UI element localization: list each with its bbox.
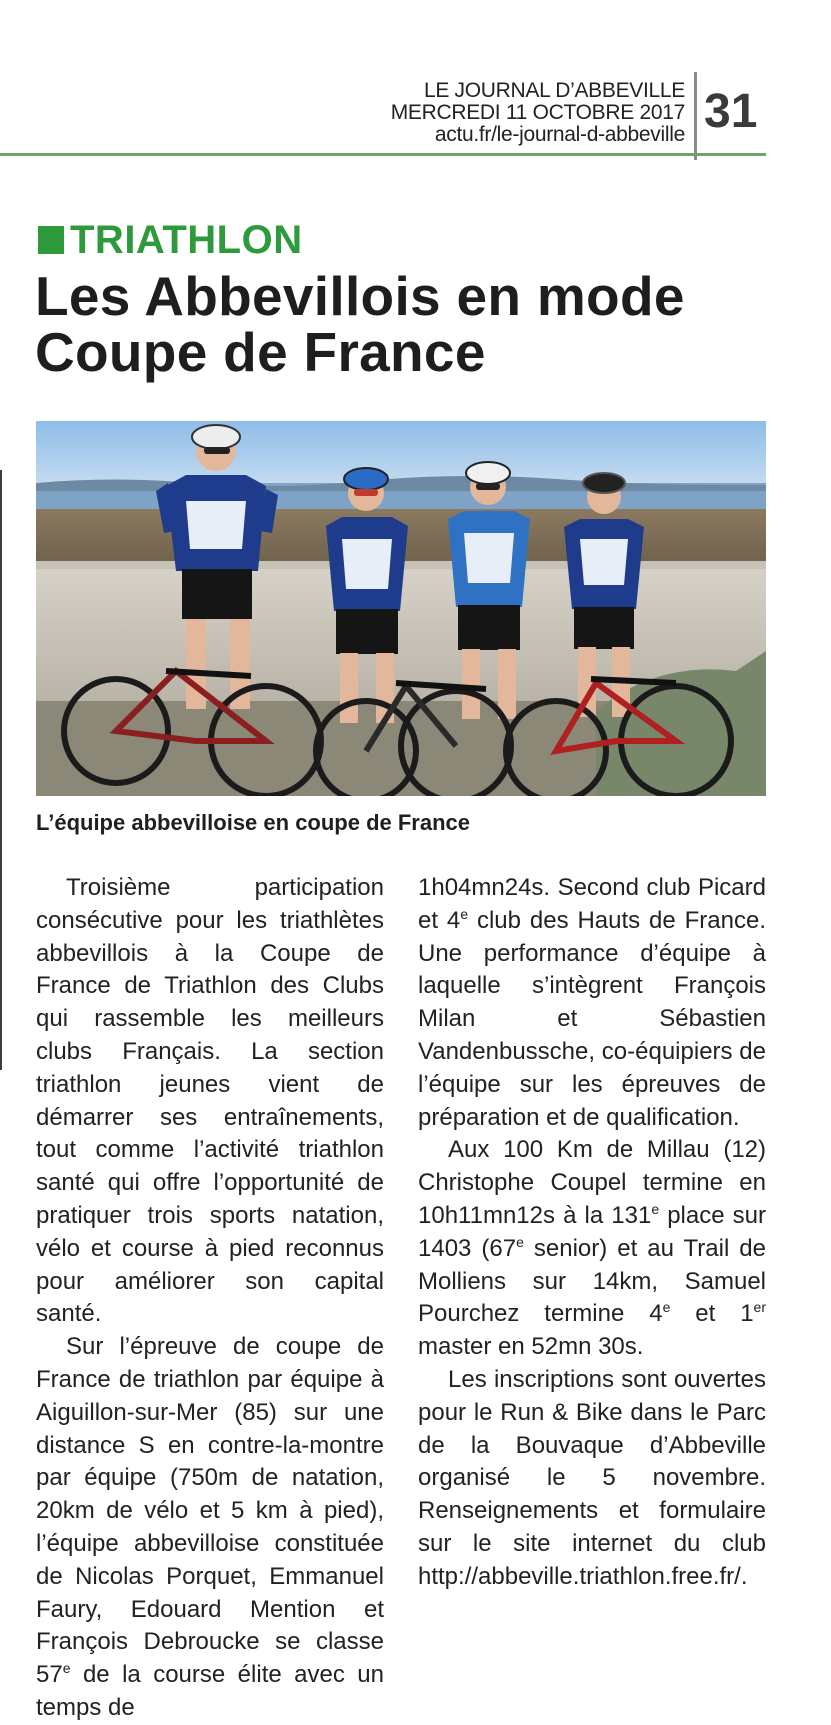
team-cyclists-photo (36, 421, 766, 796)
kicker-label: TRIATHLON (70, 218, 303, 262)
publication-name: LE JOURNAL D’ABBEVILLE (423, 79, 685, 102)
section-kicker (38, 218, 303, 262)
page-edge-rule (0, 470, 2, 1070)
superscript: e (651, 1200, 660, 1217)
paragraph-4: Les inscriptions sont ouvertes pour le Run & Bike dans le Parc de la Bouvaque d’Abbeville organisé le 5 novembre. Renseignements et formulaire sur le site internet du club http://abbeville.triathlon.free.fr/. (418, 1365, 766, 1590)
publication-date: MERCREDI 11 OCTOBRE 2017 (390, 101, 685, 124)
article-column-left (36, 872, 384, 1725)
header-info (391, 80, 685, 146)
superscript: e (662, 1299, 671, 1316)
superscript: e (516, 1233, 524, 1250)
photo-illustration (36, 421, 766, 796)
paragraph-2-continued (418, 872, 766, 1134)
paragraph-2-text-a: Sur l’épreuve de coupe de France de triathlon par équipe à Aiguillon-sur-Mer (85) sur une distance S en contre-la-montre par équipe (750m de natation, 20km de vélo et 5 km à pied), l’équipe abbevilloise constituée de Nicolas Porquet, Emmanuel Faury, Edouard Mention et François Debroucke se classe 57 (36, 1333, 384, 1689)
photo-caption: L’équipe abbevilloise en coupe de France (36, 810, 471, 835)
paragraph-3-text-c: senior) et au Trail de Molliens sur 14km, Samuel Pourchez termine 4 (418, 1234, 767, 1328)
paragraph-3-text-e: master en 52mn 30s. (418, 1333, 644, 1361)
superscript: er (753, 1299, 766, 1316)
paragraph-2-text-d: club des Hauts de France. Une performance d’équipe à laquelle s’intègrent François Milan et Sébastien Vandenbussche, co-équipiers de l’équipe sur les épreuves de préparation et de qualification. (418, 906, 766, 1131)
superscript: e (62, 1660, 71, 1677)
paragraph-2-text-c: 1h04mn24s. Second club Picard et 4 (418, 874, 766, 934)
paragraph-3 (418, 1134, 766, 1364)
publication-url[interactable]: actu.fr/le-journal-d-abbeville (434, 123, 685, 146)
header-divider (694, 72, 697, 160)
paragraph-1: Troisième participation consécutive pour les triathlètes abbevillois à la Coupe de France de Triathlon des Clubs qui rassemble les meilleurs clubs Français. La section triathlon jeunes vient de démarrer ses entraînements, tout comme l’activité triathlon santé qui offre l’opportunité de pratiquer trois sports natation, vélo et course à pied reconnus pour améliorer son capital santé. (36, 874, 384, 1328)
title-line-1: Les Abbevillois en mode (35, 265, 685, 327)
paragraph-3-text-a: Aux 100 Km de Millau (12) Christophe Coupel termine en 10h11mn12s à la 131 (418, 1136, 766, 1229)
article-column-right (418, 872, 766, 1594)
paragraph-3-text-d: et 1 (670, 1300, 754, 1328)
paragraph-2-text-b: de la course élite avec un temps de (36, 1661, 384, 1721)
page-header (0, 72, 766, 162)
kicker-square-icon (38, 226, 64, 254)
paragraph-3-text-b: place sur 1403 (67 (418, 1201, 766, 1262)
article-title (35, 265, 775, 383)
superscript: e (460, 905, 469, 922)
paragraph-2 (36, 1331, 384, 1725)
page-number: 31 (704, 85, 758, 138)
title-line-2: Coupe de France (35, 321, 486, 383)
header-rule (0, 153, 766, 156)
